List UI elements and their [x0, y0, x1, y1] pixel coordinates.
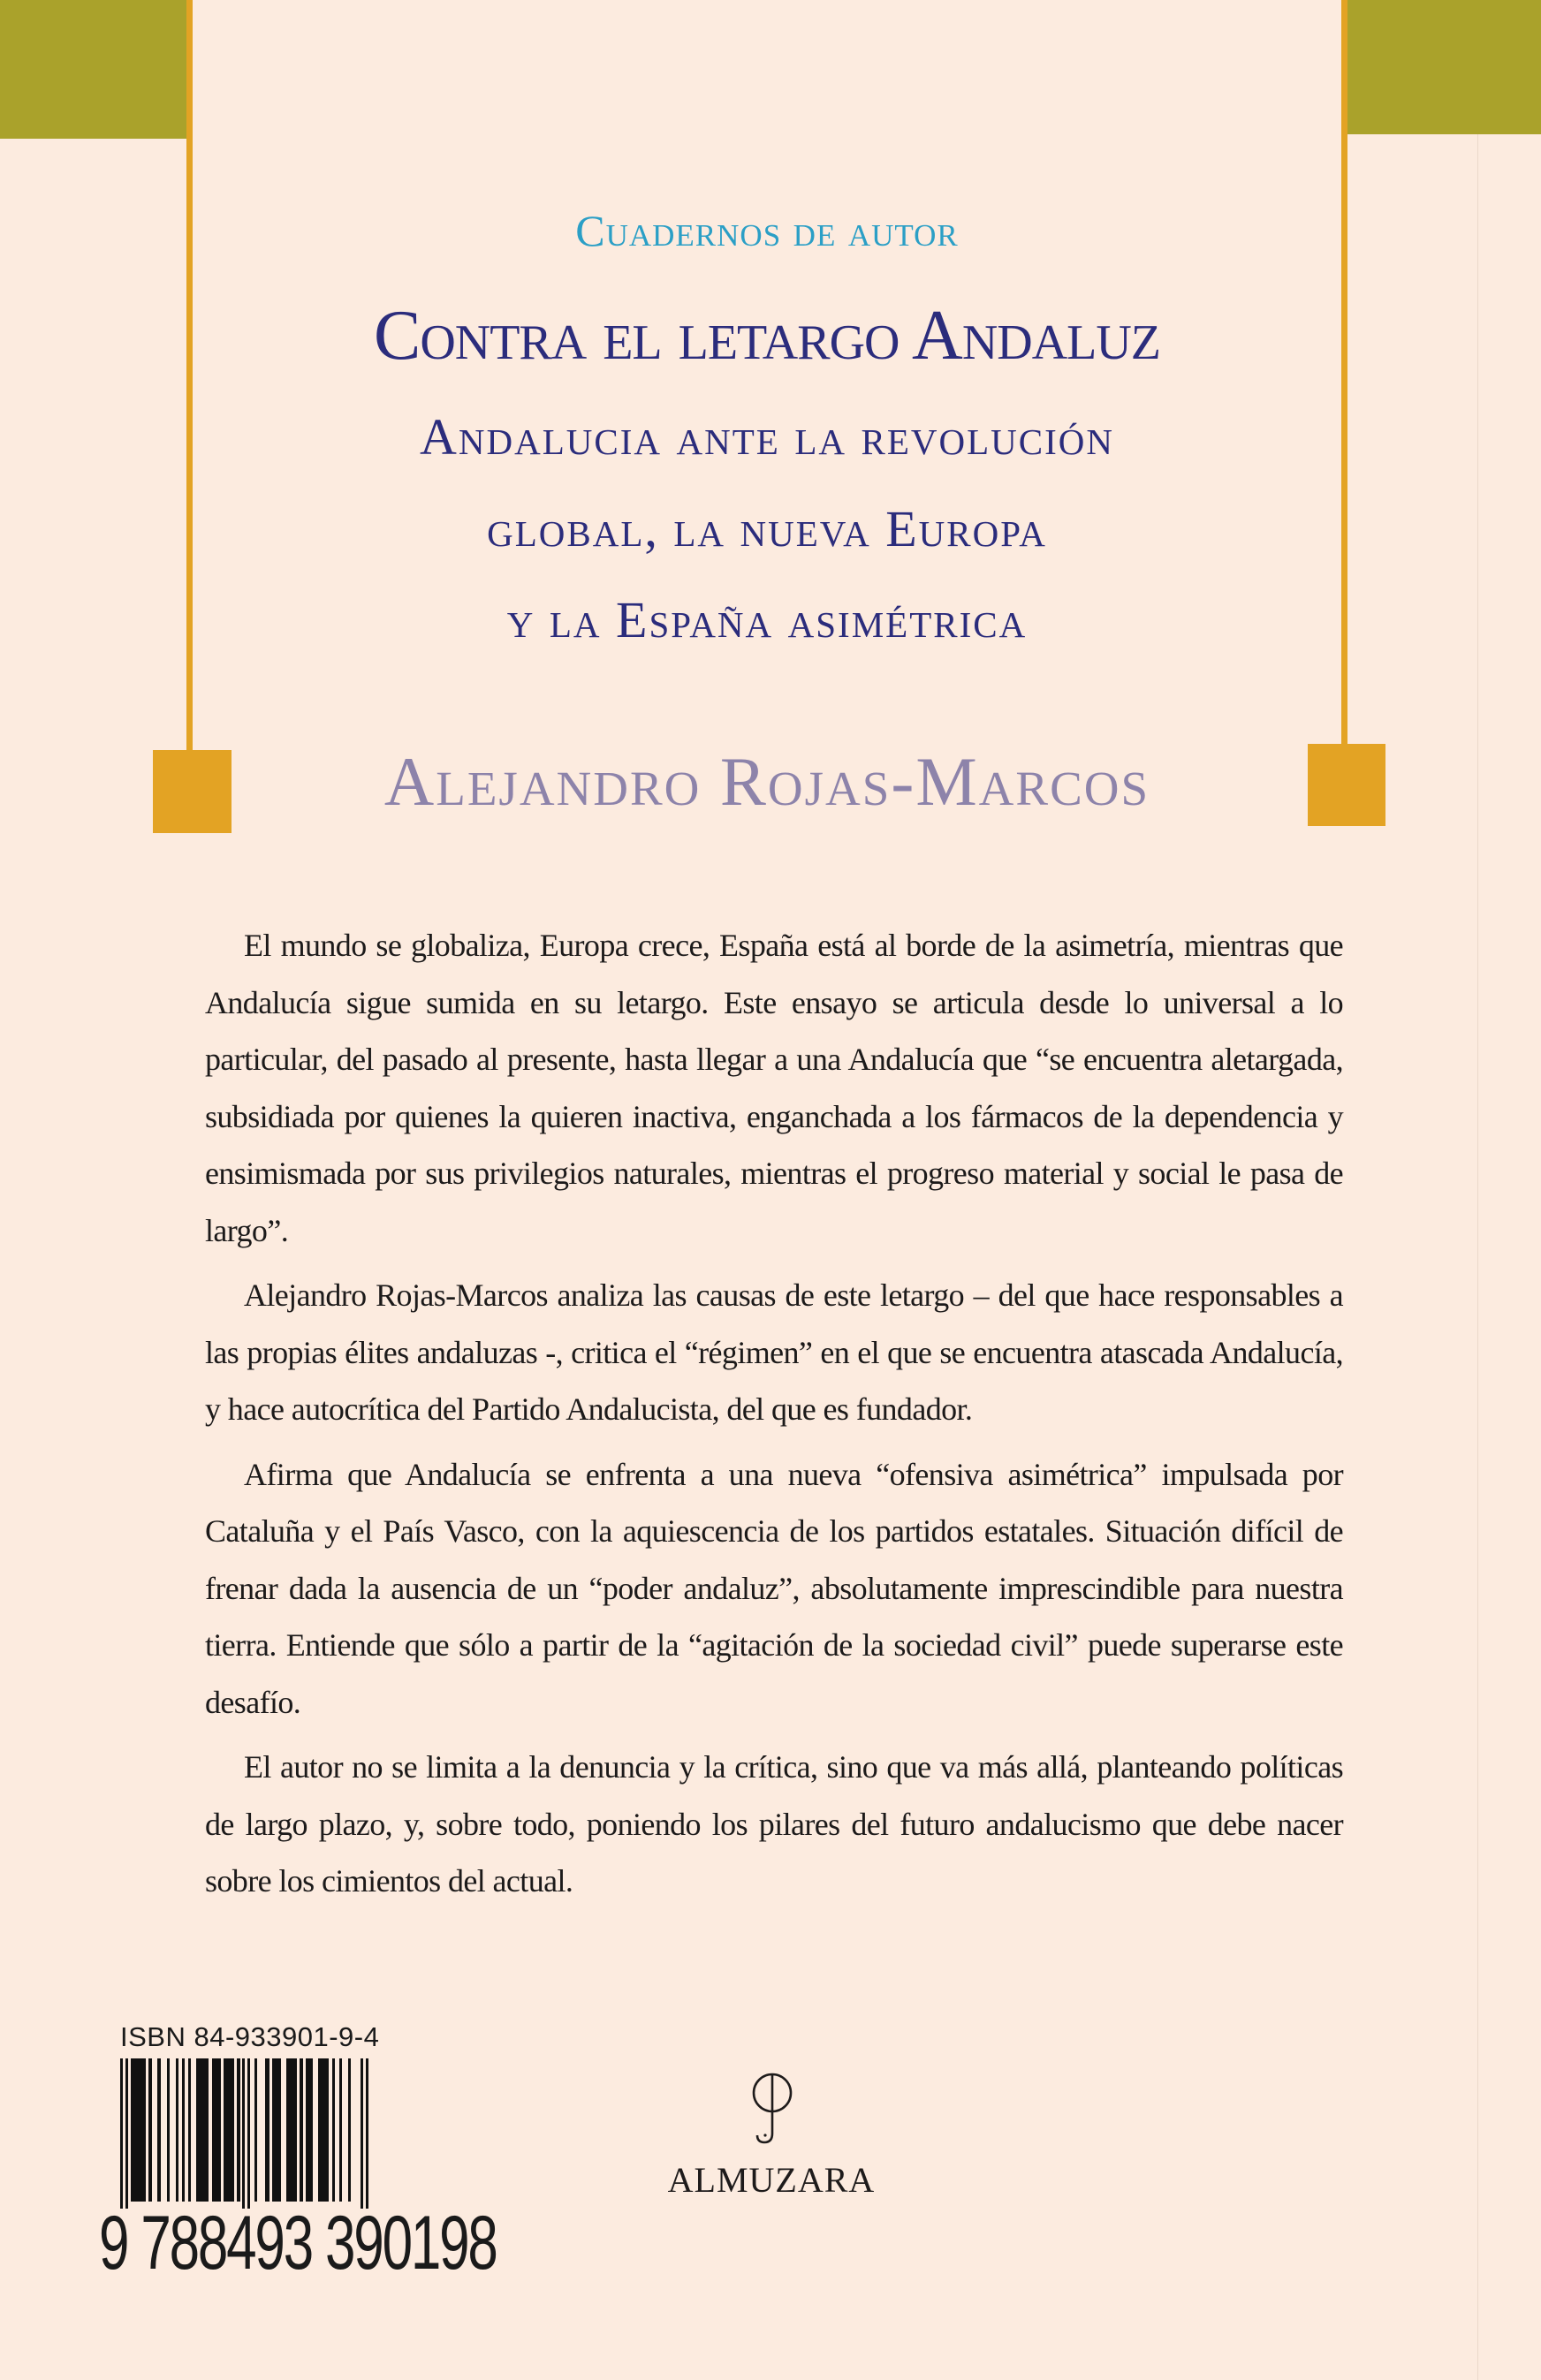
- blurb: [205, 917, 1343, 1918]
- cover-fold-line: [1477, 134, 1478, 2380]
- blurb-paragraph-4: El autor no se limita a la denuncia y la crítica, sino que va más allá, planteando políticas de largo plazo, y, sobre todo, poniendo los pilares del futuro andalucismo que debe nacer sobre los cimientos del actual.: [205, 1749, 1343, 1899]
- barcode-number: 9 788493 390198: [99, 2201, 497, 2285]
- blurb-paragraph-3: Afirma que Andalucía se enfrenta a una nueva “ofensiva asimétrica” impulsada por Cataluña y el País Vasco, con la aquiescencia de los partidos estatales. Situación difícil de frenar dada la ausencia de un “poder andaluz”, absolutamente imprescindible para nuestra tierra. Entiende que sólo a partir de la “agitación de la sociedad civil” puede superarse este desafío.: [205, 1456, 1343, 1720]
- almuzara-logo-icon: [748, 2072, 797, 2146]
- olive-corner-block-left: [0, 0, 186, 139]
- blurb-paragraph-1: El mundo se globaliza, Europa crece, España está al borde de la asimetría, mientras que Andalucía sigue sumida en su letargo. Este ensayo se articula desde lo universal a lo particular, del pasado al presente, hasta llegar a una Andalucía que “se encuentra aletargada, subsidiada por quienes la quieren inactiva, enganchada a los fármacos de la dependencia y ensimismada por sus privilegios naturales, mientras el progreso material y social le pasa de largo”.: [205, 928, 1343, 1248]
- blurb-paragraph-2: Alejandro Rojas-Marcos analiza las causas de este letargo – del que hace responsables a las propias élites andaluzas -, critica el “régimen” en el que se encuentra atascada Andalucía, y hace autocrítica del Partido Andalucista, del que es fundador.: [205, 1277, 1343, 1427]
- book-title: Contra el letargo Andaluz: [373, 297, 1160, 375]
- barcode-icon: [120, 2058, 376, 2209]
- subtitle-line-2: global, la nueva Europa: [487, 500, 1047, 557]
- orange-vertical-rule-left: [186, 0, 193, 753]
- orange-vertical-rule-right: [1341, 0, 1347, 747]
- author-name: Alejandro Rojas-Marcos: [383, 743, 1150, 820]
- publisher-name: ALMUZARA: [667, 2160, 876, 2200]
- isbn-label: ISBN 84-933901-9-4: [120, 2021, 380, 2052]
- subtitle-line-3: y la España asimétrica: [506, 591, 1028, 648]
- subtitle-line-1: Andalucia ante la revolución: [420, 408, 1114, 466]
- olive-corner-block-right: [1347, 0, 1541, 134]
- series-name: Cuadernos de autor: [575, 206, 959, 255]
